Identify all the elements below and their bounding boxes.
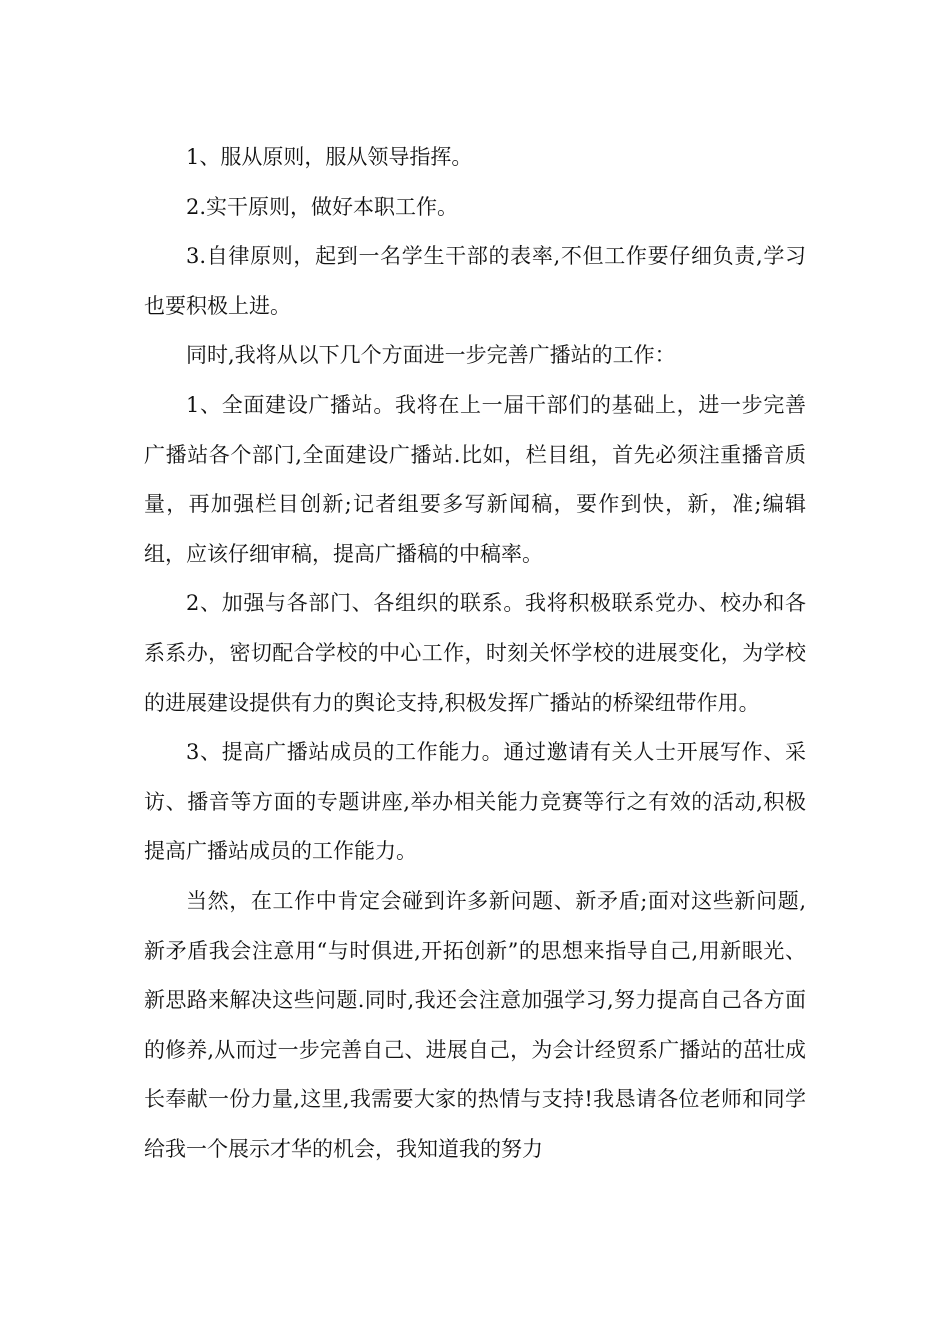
paragraph-principle-1: 1、服从原则，服从领导指挥。 xyxy=(186,145,473,169)
paragraph-plan-3: 3、提高广播站成员的工作能力。通过邀请有关人士开展写作、采访、播音等方面的专题讲座,举办相关能力竞赛等行之有效的活动,积极提高广播站成员的工作能力。 xyxy=(144,740,806,864)
paragraph-principle-2: 2.实干原则，做好本职工作。 xyxy=(186,194,459,219)
paragraph-closing: 当然，在工作中肯定会碰到许多新问题、新矛盾;面对这些新问题,新矛盾我会注意用“与时俱进,开拓创新”的思想来指导自己,用新眼光、新思路来解决这些问题.同时,我还会注意加强学习,努力提高自己各方面的修养,从而过一步完善自己、进展自己，为会计经贸系广播站的茁壮成长奉献一份力量,这里,我需要大家的热情与支持!我恳请各位老师和同学给我一个展示才华的机会，我知道我的努力 xyxy=(144,888,806,1161)
paragraph-intro-plan: 同时,我将从以下几个方面进一步完善广播站的工作： xyxy=(186,343,676,368)
paragraph-plan-2: 2、加强与各部门、各组织的联系。我将积极联系党办、校办和各系系办，密切配合学校的中心工作，时刻关怀学校的进展变化，为学校的进展建设提供有力的舆论支持,积极发挥广播站的桥梁纽带作用。 xyxy=(144,591,806,715)
paragraph-plan-1: 1、全面建设广播站。我将在上一届干部们的基础上，进一步完善广播站各个部门,全面建设广播站.比如，栏目组，首先必须注重播音质量，再加强栏目创新;记者组要多写新闻稿，要作到快，新，准;编辑组，应该仔细审稿，提高广播稿的中稿率。 xyxy=(144,392,806,566)
document-body xyxy=(144,133,806,1174)
paragraph-principle-3: 3.自律原则，起到一名学生干部的表率,不但工作要仔细负责,学习也要积极上进。 xyxy=(144,244,806,318)
